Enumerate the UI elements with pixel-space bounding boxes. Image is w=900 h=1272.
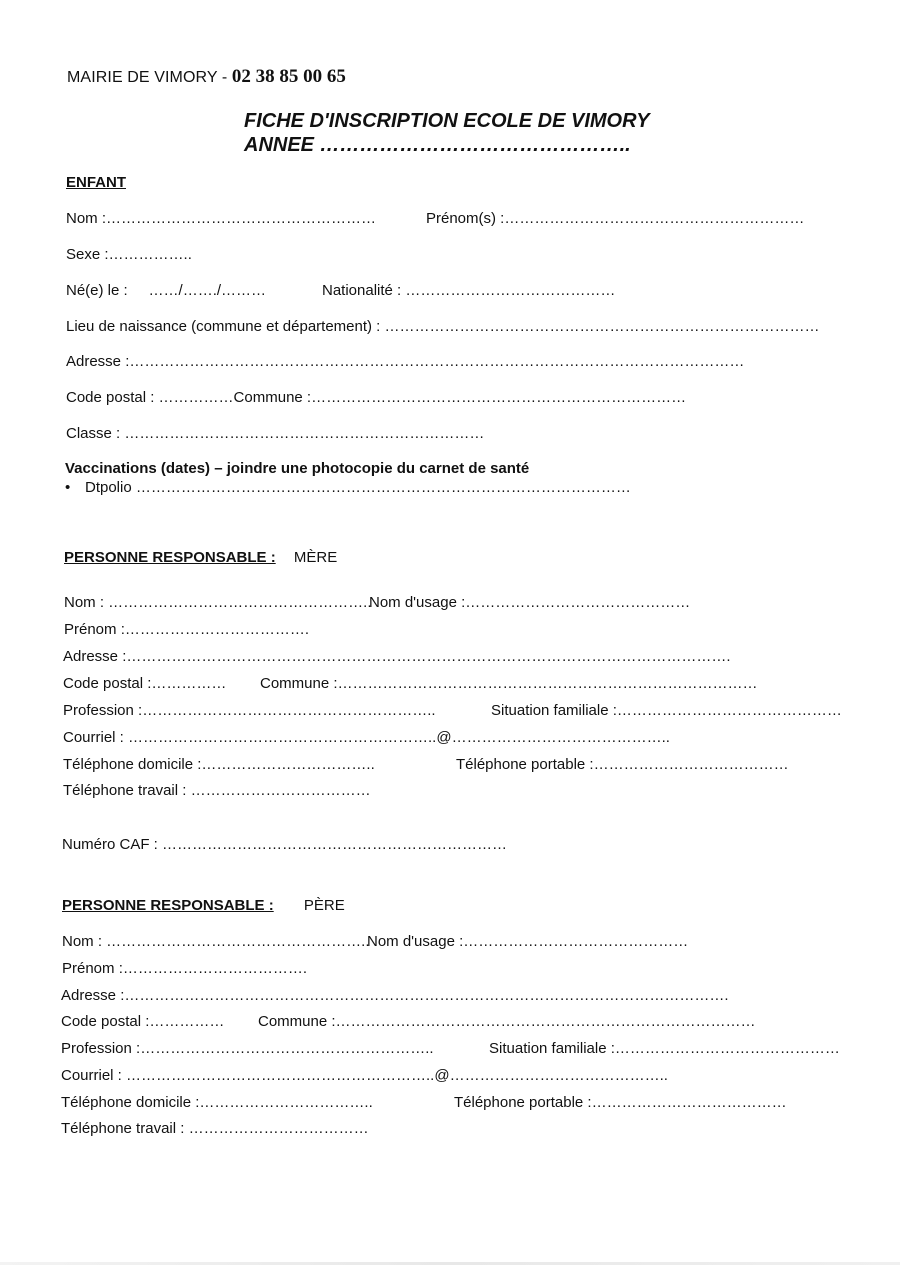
enfant-naissance-date-field[interactable]: Né(e) le : ……/……./……… xyxy=(66,282,267,299)
mairie-name: MAIRIE DE VIMORY - xyxy=(67,69,232,86)
bullet-icon: • xyxy=(65,479,71,496)
scan-edge xyxy=(0,1262,900,1265)
annee-line: ANNEE ……………………………………….. xyxy=(244,134,631,156)
page-title: FICHE D'INSCRIPTION ECOLE DE VIMORY xyxy=(244,110,650,132)
pere-commune-field[interactable]: Commune :………………………………………………………………………… xyxy=(258,1013,756,1030)
mere-tel-domicile-field[interactable]: Téléphone domicile :…………………………….. xyxy=(63,756,375,773)
mere-tel-travail-field[interactable]: Téléphone travail : ……………………………… xyxy=(63,782,371,799)
dtpolio-row xyxy=(65,479,631,497)
pere-courriel-field[interactable]: Courriel : ……………………………………………………..@…………………………………….. xyxy=(61,1067,668,1084)
mere-nom-usage-field[interactable]: Nom d'usage :……………………………………… xyxy=(369,594,691,611)
pere-role: PÈRE xyxy=(303,897,345,914)
pere-tel-portable-field[interactable]: Téléphone portable :………………………………… xyxy=(454,1094,787,1111)
pere-nom-usage-field[interactable]: Nom d'usage :……………………………………… xyxy=(367,933,689,950)
pere-prenom-field[interactable]: Prénom :………………………………. xyxy=(62,960,308,977)
mairie-header xyxy=(67,68,346,87)
enfant-adresse-field[interactable]: Adresse :…………………………………………………………………………………………………………… xyxy=(66,353,745,370)
pere-heading: PERSONNE RESPONSABLE : xyxy=(62,897,274,914)
mere-commune-field[interactable]: Commune :………………………………………………………………………… xyxy=(260,675,758,692)
pere-profession-field[interactable]: Profession :………………………………………………….. xyxy=(61,1040,434,1057)
enfant-code-commune-field[interactable]: Code postal : ……………Commune :………………………………………………………………… xyxy=(66,389,687,406)
mere-courriel-field[interactable]: Courriel : ……………………………………………………..@…………………………………….. xyxy=(63,729,670,746)
mere-heading: PERSONNE RESPONSABLE : xyxy=(64,549,276,566)
enfant-nationalite-field[interactable]: Nationalité : …………………………………… xyxy=(322,282,616,299)
pere-section-header xyxy=(62,897,345,915)
enfant-prenoms-field[interactable]: Prénom(s) :…………………………………………………… xyxy=(426,210,805,227)
vaccinations-heading: Vaccinations (dates) – joindre une photocopie du carnet de santé xyxy=(65,460,530,477)
enfant-heading: ENFANT xyxy=(66,174,126,191)
pere-nom-field[interactable]: Nom : …………………………………………….. xyxy=(62,933,370,950)
mere-profession-field[interactable]: Profession :………………………………………………….. xyxy=(63,702,436,719)
mere-code-postal-field[interactable]: Code postal :…………… xyxy=(63,675,227,692)
pere-situation-field[interactable]: Situation familiale :……………………………………… xyxy=(489,1040,840,1057)
dtpolio-field[interactable]: Dtpolio ……………………………………………………………………………………… xyxy=(85,479,631,496)
mere-situation-field[interactable]: Situation familiale :……………………………………… xyxy=(491,702,842,719)
mere-role: MÈRE xyxy=(293,549,338,566)
pere-tel-travail-field[interactable]: Téléphone travail : ……………………………… xyxy=(61,1120,369,1137)
enfant-classe-field[interactable]: Classe : ……………………………………………………………… xyxy=(66,425,485,442)
mere-tel-portable-field[interactable]: Téléphone portable :………………………………… xyxy=(456,756,789,773)
mairie-phone: 02 38 85 00 65 xyxy=(231,66,346,87)
enfant-lieu-naissance-field[interactable]: Lieu de naissance (commune et département) : …………………………………………………………………………… xyxy=(66,318,820,335)
pere-adresse-field[interactable]: Adresse :…………………………………………………………………………………………………………. xyxy=(61,987,729,1004)
mere-nom-field[interactable]: Nom : …………………………………………….. xyxy=(64,594,372,611)
pere-tel-domicile-field[interactable]: Téléphone domicile :…………………………….. xyxy=(61,1094,373,1111)
enfant-sexe-field[interactable]: Sexe :…………….. xyxy=(66,246,192,263)
caf-field[interactable]: Numéro CAF : …………………………………………………………… xyxy=(62,836,508,853)
mere-prenom-field[interactable]: Prénom :………………………………. xyxy=(64,621,310,638)
pere-code-postal-field[interactable]: Code postal :…………… xyxy=(61,1013,225,1030)
mere-section-header xyxy=(64,549,337,567)
enfant-nom-field[interactable]: Nom :……………………………………………… xyxy=(66,210,377,227)
mere-adresse-field[interactable]: Adresse :…………………………………………………………………………………………………………. xyxy=(63,648,731,665)
